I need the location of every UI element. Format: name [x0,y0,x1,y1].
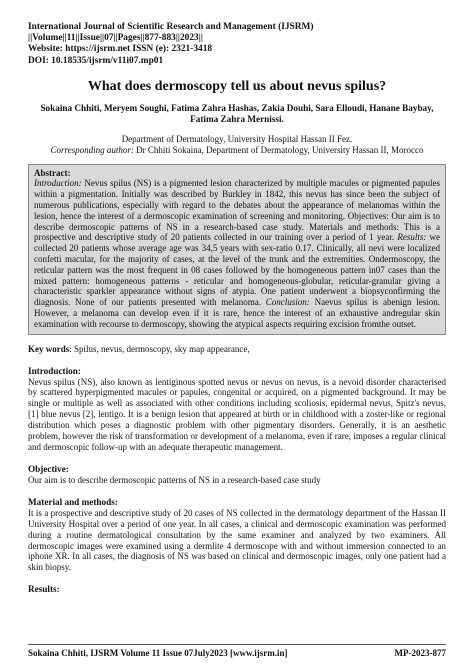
affiliation: Department of Dermatology, University Hospital Hassan II Fez. [121,133,353,144]
abstract-conclusion-text: Naevus spilus is abenign lesion. However, a melanoma can develop even if it is rare, hence the interest of an exhaustive andregular skin examination with recourse to dermoscopy, showing the atypical aspects requiring excision fromthe outset. [34,297,440,329]
abstract-results-text: we collected 20 patients whose average age was 34,5 years with sex-ratio 0.17. Clinically, all nevi were localized confetti macular, for the majority of cases, at the level of the trunk and the extremities. Ondermoscopy, the reticular pattern was the most frequent in 08 cases followed by the homogeneous pattern in07 cases than the mixed pattern: homogeneous patterns - reticular and homogeneous-globular, reticular-granular giving a characteristic sparkler appearance without signs of atypia. One patient underwent a biopsyconfirming the diagnosis. None of our patients presented with melanoma. [34,232,440,308]
abstract-box [28,164,446,335]
journal-header [28,0,446,67]
section-heading: Objective: [28,463,69,474]
journal-doi: DOI: 10.18535/ijsrm/v11i07.mp01 [28,55,164,66]
abstract-conclusion-label: Conclusion: [265,297,310,308]
corresponding-author [28,145,446,156]
journal-website: Website: https://ijsrm.net ISSN (e): 2321-3418 [28,44,213,55]
section-heading: Material and methods: [28,496,118,507]
section-heading: Results: [28,584,60,595]
section-heading: Introduction: [28,365,81,376]
corresponding-author-text: Dr Chhiti Sokaina, Department of Dermatology, University Hassan II, Morocco [133,144,424,155]
abstract-intro-label: Introduction: [34,178,82,189]
corresponding-author-label: Corresponding author: [50,144,134,155]
paper-title: What does dermoscopy tell us about nevus spilus? [87,78,387,94]
keywords-text: : Spilus, nevus, dermoscopy, sky map appearance, [69,343,250,354]
journal-volume: ||Volume||11||Issue||07||Pages||877-883||2023|| [28,33,203,44]
keywords-label: Key words [28,343,70,354]
journal-name: International Journal of Scientific Research and Management (IJSRM) [28,22,314,32]
section-body: Our aim is to describe dermoscopic patterns of NS in a research-based case study [28,474,321,485]
abstract-body [34,178,440,329]
abstract-intro-text: Nevus spilus (NS) is a pigmented lesion characterized by multiple macules or pigmented papules within a pigmentation. Initially was described by Burkley in 1842, this nevus has since been the subject of numerous publications, especially with regard to the debates about the appearance of melanomas within the lesion, hence the interest of a dermoscopic examination of screening and monitoring. Objectives: Our aim is to describe dermoscopic patterns of NS in a research-based case study. Materials and methods: This is a prospective and descriptive study of 20 patients collected in our training over a period of 1 year. [34,178,440,243]
abstract-results-label: Results: [397,232,427,243]
footer-page-id: MP-2023-877 [394,648,446,658]
abstract-heading: Abstract: [34,167,71,178]
keywords [28,344,446,355]
section-body: Nevus spilus (NS), also known as lentiginous spotted nevus or nevus on nevus, is a nevoid disorder characterised by scattered hyperpigmented macules or papules, congenital or acquired, on a pigmented background. It may be single or multiple as well as associated with other conditions including scoliosis, epidermal nevus, Spitz's nevus, [1] blue nevus [2], lentigo. It is a benign lesion that appeared at birth or in childhood with a zoster-like or regional distribution which poses a diagnostic problem with other pigmentary disorders. Generally, it is an aesthetic problem, however the risk of transformation or development of a melanoma, even if rare, imposes a regular clinical and dermoscopic follow-up with an adequate therapeutic management. [28,376,446,453]
page-footer [28,644,446,658]
section-body: It is a prospective and descriptive study of 20 cases of NS collected in the dermatology department of the Hassan II University Hospital over a period of one year. In all cases, a clinical and dermoscopic examination was performed during a routine dermatological consultation by the same examiner and analyzed by two examiners. All dermoscopic images were examined using a dermlite 4 dermoscope with and without immersion connected to an iphone XR. In all cases, the diagnosis of NS was based on clinical and dermoscopic images, only one patient had a skin biopsy. [28,507,446,573]
author-list: Sokaina Chhiti, Meryem Soughi, Fatima Zahra Hashas, Zakia Douhi, Sara Elloudi, Hanane Baybay, Fatima Zahra Mernissi. [40,102,434,125]
footer-citation: Sokaina Chhiti, IJSRM Volume 11 Issue 07July2023 [www.ijsrm.in] [28,648,288,658]
